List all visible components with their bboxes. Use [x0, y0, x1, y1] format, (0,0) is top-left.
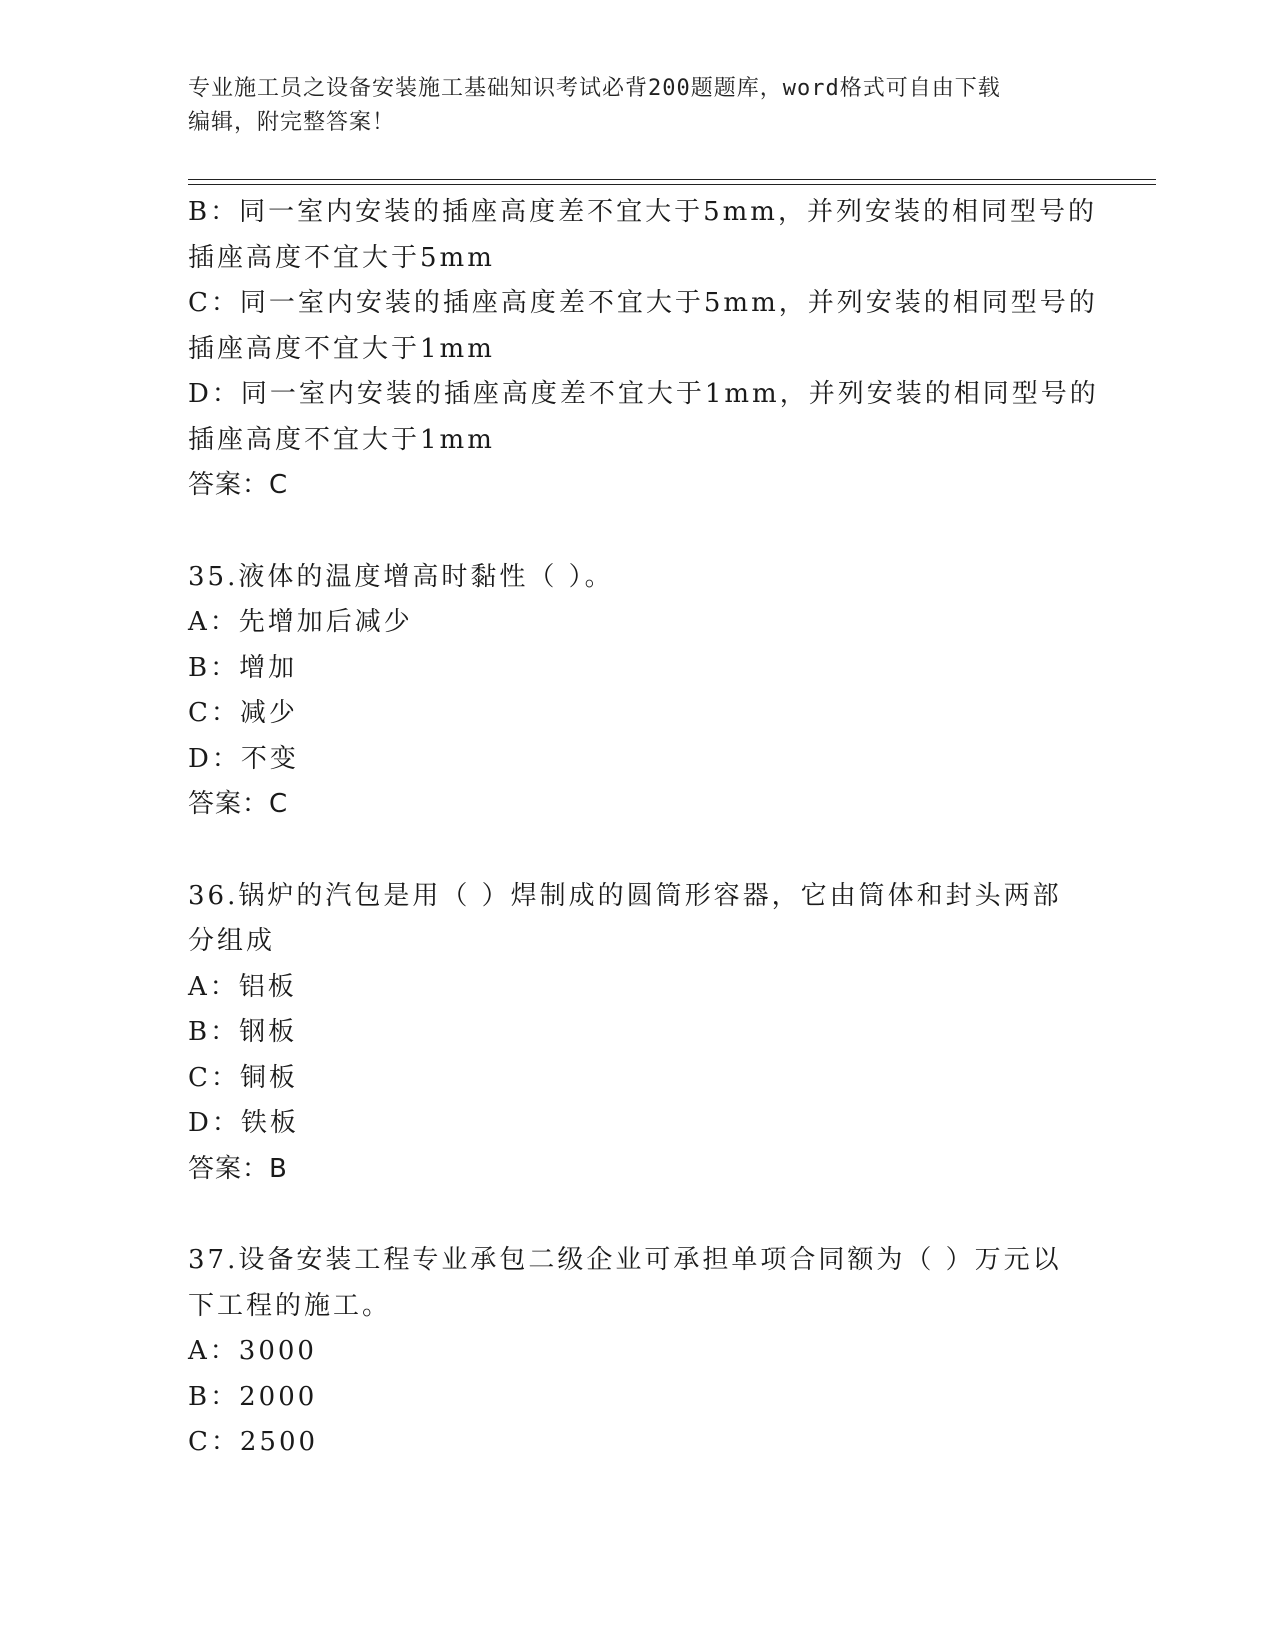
option-line: B：同一室内安装的插座高度差不宜大于5mm，并列安装的相同型号的	[188, 197, 1097, 227]
question-stem: 37.设备安装工程专业承包二级企业可承担单项合同额为（ ）万元以	[188, 1245, 1062, 1275]
question-stem: 分组成	[188, 926, 276, 956]
option-line: C：2500	[188, 1427, 319, 1457]
header-double-rule	[188, 179, 1156, 185]
option-line: B：钢板	[188, 1017, 298, 1047]
header-line-2: 编辑，附完整答案！	[188, 110, 396, 135]
option-line: C：铜板	[188, 1062, 298, 1093]
option-line: A：先增加后减少	[188, 607, 413, 637]
option-line: 插座高度不宜大于1mm	[188, 333, 495, 364]
question-stem: 下工程的施工。	[188, 1290, 392, 1321]
option-line: C：同一室内安装的插座高度差不宜大于5mm，并列安装的相同型号的	[188, 288, 1098, 318]
block-spacer	[188, 1192, 1068, 1238]
option-line: 插座高度不宜大于5mm	[188, 242, 495, 273]
header-line-1: 专业施工员之设备安装施工基础知识考试必背200题题库，word格式可自由下载	[188, 76, 1001, 101]
option-line: A：铝板	[188, 971, 297, 1002]
page-header	[188, 72, 1068, 140]
question-block-34	[188, 190, 1099, 509]
option-line: D：同一室内安装的插座高度差不宜大于1mm，并列安装的相同型号的	[188, 379, 1099, 409]
answer-line: 答案：C	[188, 470, 289, 500]
answer-line: 答案：B	[188, 1153, 288, 1184]
block-spacer	[188, 509, 1068, 555]
question-list	[188, 190, 1099, 1466]
block-spacer	[188, 828, 1068, 874]
option-line: D：铁板	[188, 1108, 299, 1138]
option-line: C：减少	[188, 698, 298, 728]
option-line: B：增加	[188, 652, 298, 683]
option-line: D：不变	[188, 743, 299, 774]
question-block-37	[188, 1238, 1068, 1466]
question-block-36	[188, 874, 1068, 1193]
option-line: B：2000	[188, 1381, 318, 1412]
question-stem: 36.锅炉的汽包是用（ ）焊制成的圆筒形容器，它由筒体和封头两部	[188, 880, 1062, 911]
option-line: A：3000	[188, 1336, 317, 1366]
option-line: 插座高度不宜大于1mm	[188, 424, 495, 455]
question-stem: 35.液体的温度增高时黏性（ ）。	[188, 561, 614, 592]
answer-line: 答案：C	[188, 789, 289, 819]
question-block-35	[188, 555, 1068, 828]
